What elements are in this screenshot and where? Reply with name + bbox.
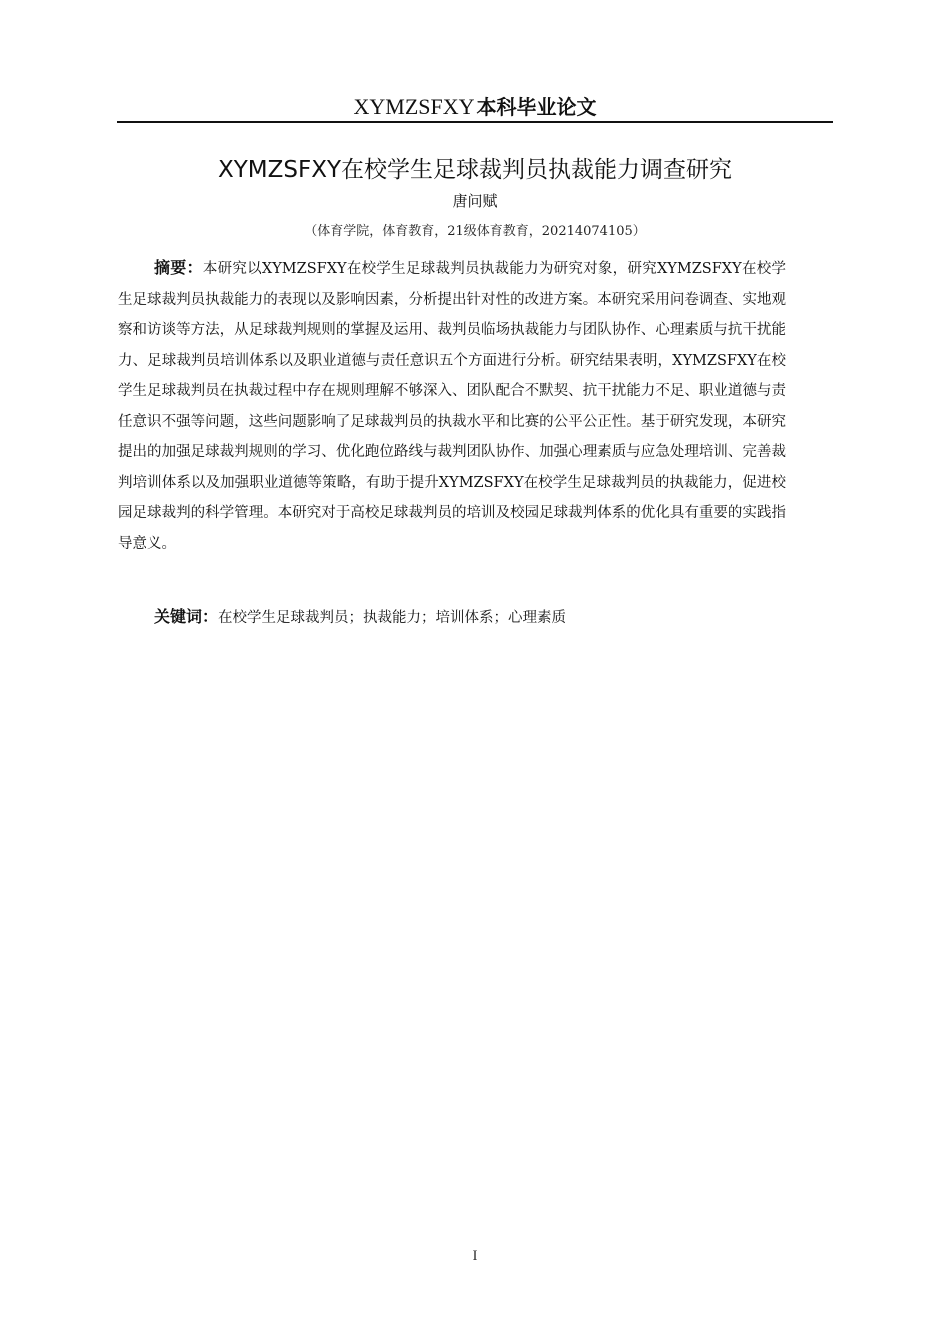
- header-school-name: XYMZSFXY: [353, 94, 475, 119]
- abstract-text: 本研究以XYMZSFXY在校学生足球裁判员执裁能力为研究对象，研究XYMZSFXY在校学生足球裁判员执裁能力的表现以及影响因素，分析提出针对性的改进方案。本研究采用问卷调查、实地观察和访谈等方法，从足球裁判规则的掌握及运用、裁判员临场执裁能力与团队协作、心理素质与抗干扰能力、足球裁判员培训体系以及职业道德与责任意识五个方面进行分析。研究结果表明，XYMZSFXY在校学生足球裁判员在执裁过程中存在规则理解不够深入、团队配合不默契、抗干扰能力不足、职业道德与责任意识不强等问题，这些问题影响了足球裁判员的执裁水平和比赛的公平公正性。基于研究发现，本研究提出的加强足球裁判规则的学习、优化跑位路线与裁判团队协作、加强心理素质与应急处理培训、完善裁判培训体系以及加强职业道德等策略，有助于提升XYMZSFXY在校学生足球裁判员的执裁能力，促进校园足球裁判的科学管理。本研究对于高校足球裁判员的培训及校园足球裁判体系的优化具有重要的实践指导意义。: [118, 261, 786, 552]
- page-number: I: [472, 1248, 478, 1264]
- running-header: [118, 92, 832, 123]
- abstract-paragraph: [118, 253, 786, 559]
- author-affiliation: （体育学院，体育教育，21级体育教育，20214074105）: [304, 224, 646, 239]
- abstract-label: 摘要：: [154, 258, 203, 277]
- keywords-line: [154, 603, 794, 632]
- keywords-label: 关键词：: [154, 607, 219, 626]
- keywords-text: 在校学生足球裁判员；执裁能力；培训体系；心理素质: [218, 610, 567, 626]
- author-name: 唐问赋: [452, 192, 498, 210]
- paper-title: XYMZSFXY在校学生足球裁判员执裁能力调查研究: [217, 157, 733, 183]
- header-divider: [117, 121, 833, 123]
- header-thesis-type: 本科毕业论文: [476, 95, 597, 119]
